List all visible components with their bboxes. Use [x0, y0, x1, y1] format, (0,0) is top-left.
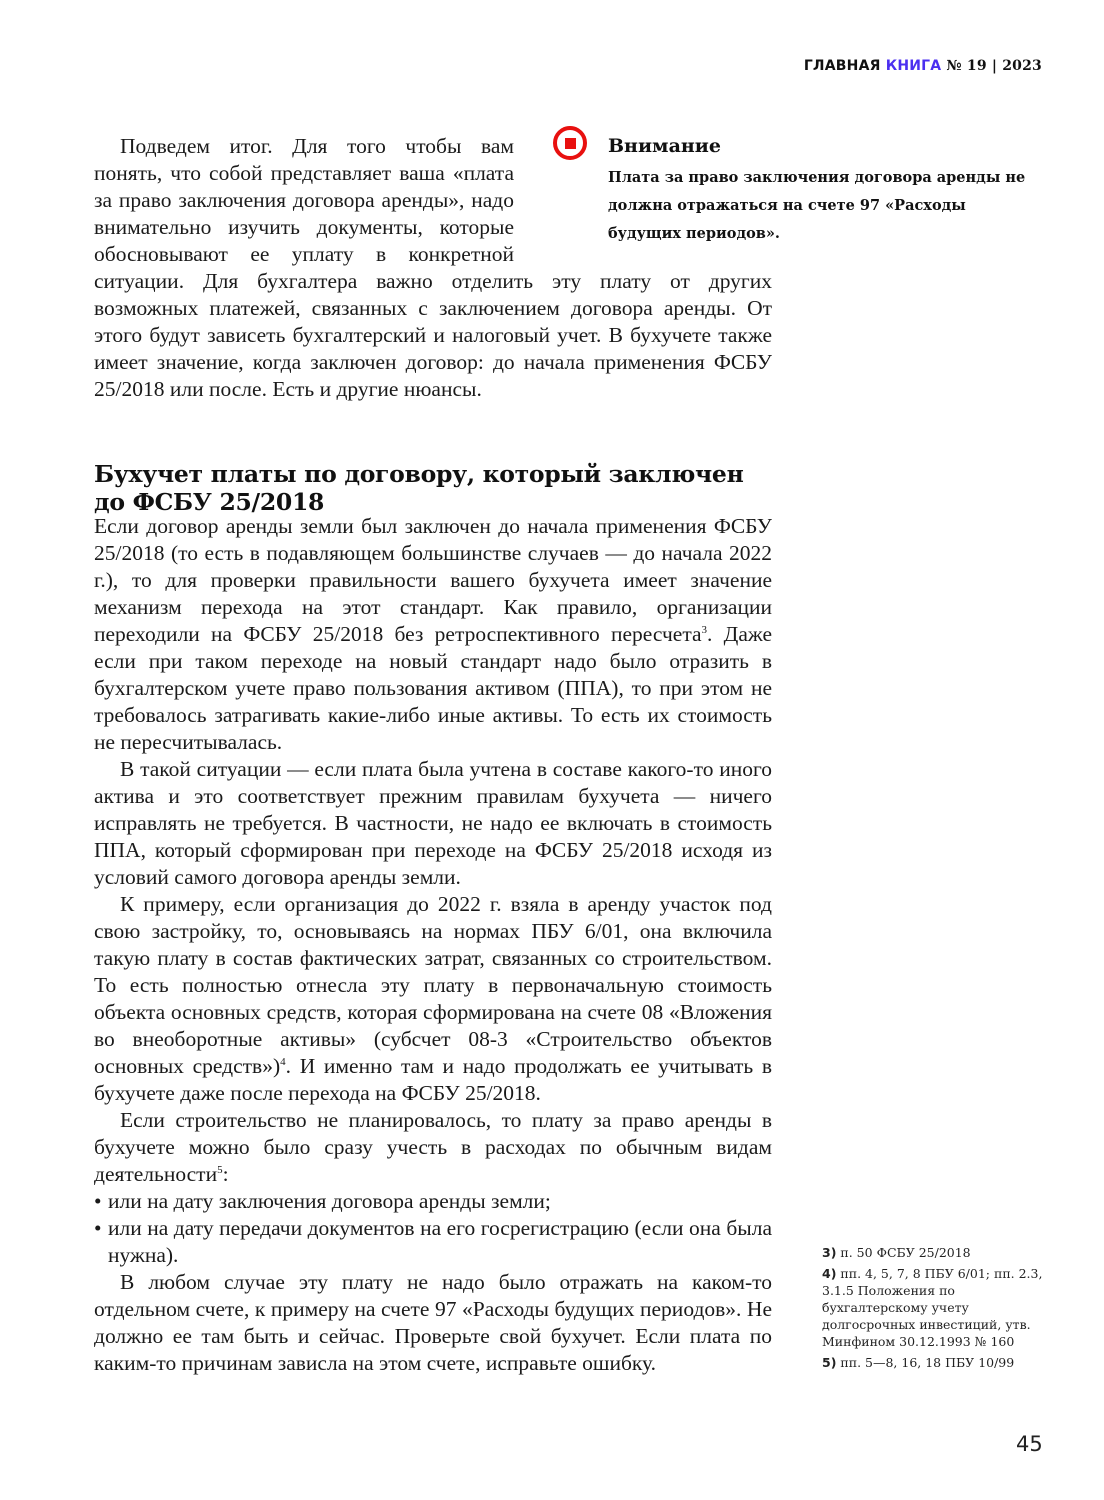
callout-title: Внимание [608, 135, 721, 157]
footnote-text: пп. 4, 5, 7, 8 ПБУ 6/01; пп. 2.3, 3.1.5 Положения по бухгалтерскому учету долгосрочных инвестиций, утв. Минфином 30.12.1993 № 160 [822, 1266, 1043, 1349]
footnote-ref-4[interactable]: 4 [280, 1055, 286, 1068]
paragraph-text: Если строительство не планировалось, то плату за право аренды в бухучете можно было сразу учесть в расходах по обычным видам деятельности [94, 1108, 772, 1186]
paragraph-text: К примеру, если организация до 2022 г. взяла в аренду участок под свою застройку, то, основываясь на нормах ПБУ 6/01, она включила такую плату в состав фактических затрат, связанных со строительством. То есть полностью отнесла эту плату в первоначальную стоимость объекта основных средств, которая сформирована на счете 08 «Вложения во внеоборотные активы» (субсчет 08-3 «Строительство объектов основных средств») [94, 892, 772, 1078]
paragraph-4 [94, 1107, 772, 1188]
intro-paragraph: Подведем итог. Для того чтобы вам понять, что собой представляет ваша «плата за право заключения договора аренды», надо внимательно изучить документы, которые обосновывают ее уплату в конкретной ситуации. Для бухгалтера важно отделить эту плату от других возможных платежей, связанных с заключением договора аренды. От этого будут зависеть бухгалтерский и налоговый учет. В бухучете также имеет значение, когда заключен договор: до начала применения ФСБУ 25/2018 или после. Есть и другие нюансы. [94, 134, 772, 401]
paragraph-5: В любом случае эту плату не надо было отражать на каком-то отдельном счете, к примеру на счете 97 «Расходы будущих периодов». Не должно ее там быть и сейчас. Проверьте свой бухучет. Если плата по каким-то причинам зависла на этом счете, исправьте ошибку. [94, 1270, 772, 1375]
bullet-item: • или на дату заключения договора аренды земли; [94, 1188, 772, 1215]
footnote-5 [822, 1354, 1062, 1371]
bullet-item: • или на дату передачи документов на его госрегистрацию (если она была нужна). [94, 1215, 772, 1269]
footnotes [822, 1244, 1062, 1375]
paragraph-3 [94, 891, 772, 1107]
footnote-text: п. 50 ФСБУ 25/2018 [840, 1245, 971, 1260]
page-number: 45 [1016, 1432, 1043, 1456]
paragraph-text: . Даже если при таком переходе на новый стандарт надо было отразить в бухгалтерском учете право пользования активом (ППА), то при этом не требовалось затрагивать какие-либо иные активы. То есть их стоимость не пересчитывалась. [94, 622, 772, 754]
paragraph-1 [94, 513, 772, 756]
footnote-4 [822, 1265, 1062, 1350]
bullet-list [94, 1188, 772, 1269]
magazine-masthead [804, 58, 1042, 74]
paragraph-text: Если договор аренды земли был заключен до начала применения ФСБУ 25/2018 (то есть в подавляющем большинстве случаев — до начала 2022 г.), то для проверки правильности вашего бухучета имеет значение механизм перехода на этот стандарт. Как правило, организации переходили на ФСБУ 25/2018 без ретроспективного пересчета [94, 514, 772, 646]
section-heading: Бухучет платы по договору, который заключен до ФСБУ 25/2018 [94, 459, 744, 516]
footnote-3 [822, 1244, 1062, 1261]
paragraph-2: В такой ситуации — если плата была учтена в составе какого-то иного актива и это соответствует прежним правилам бухучета — ничего исправлять не требуется. В частности, не надо ее включать в стоимость ППА, который сформирован при переходе на ФСБУ 25/2018 исходя из условий самого договора аренды земли. [94, 757, 772, 889]
intro-paragraph-block [94, 133, 772, 403]
footnote-text: пп. 5—8, 16, 18 ПБУ 10/99 [840, 1355, 1015, 1370]
paragraph-text: : [222, 1162, 229, 1186]
footnote-ref-3[interactable]: 3 [701, 623, 708, 636]
issue-number: № 19 | 2023 [946, 58, 1042, 74]
footnote-number: 5) [822, 1355, 837, 1370]
brand-name-part2: КНИГА [885, 58, 942, 74]
footnote-ref-5[interactable]: 5 [217, 1163, 223, 1176]
paragraph-text: . И именно там и надо продолжать ее учитывать в бухучете даже после перехода на ФСБУ 25/2018. [94, 1054, 772, 1105]
article-body [94, 513, 772, 1377]
callout-spacer [514, 133, 772, 268]
footnote-number: 4) [822, 1266, 837, 1281]
brand-name-part1: ГЛАВНАЯ [803, 58, 881, 74]
footnote-number: 3) [822, 1245, 837, 1260]
callout-text: Плата за право заключения договора аренды не должна отражаться на счете 97 «Расходы будущих периодов». [608, 169, 1026, 242]
